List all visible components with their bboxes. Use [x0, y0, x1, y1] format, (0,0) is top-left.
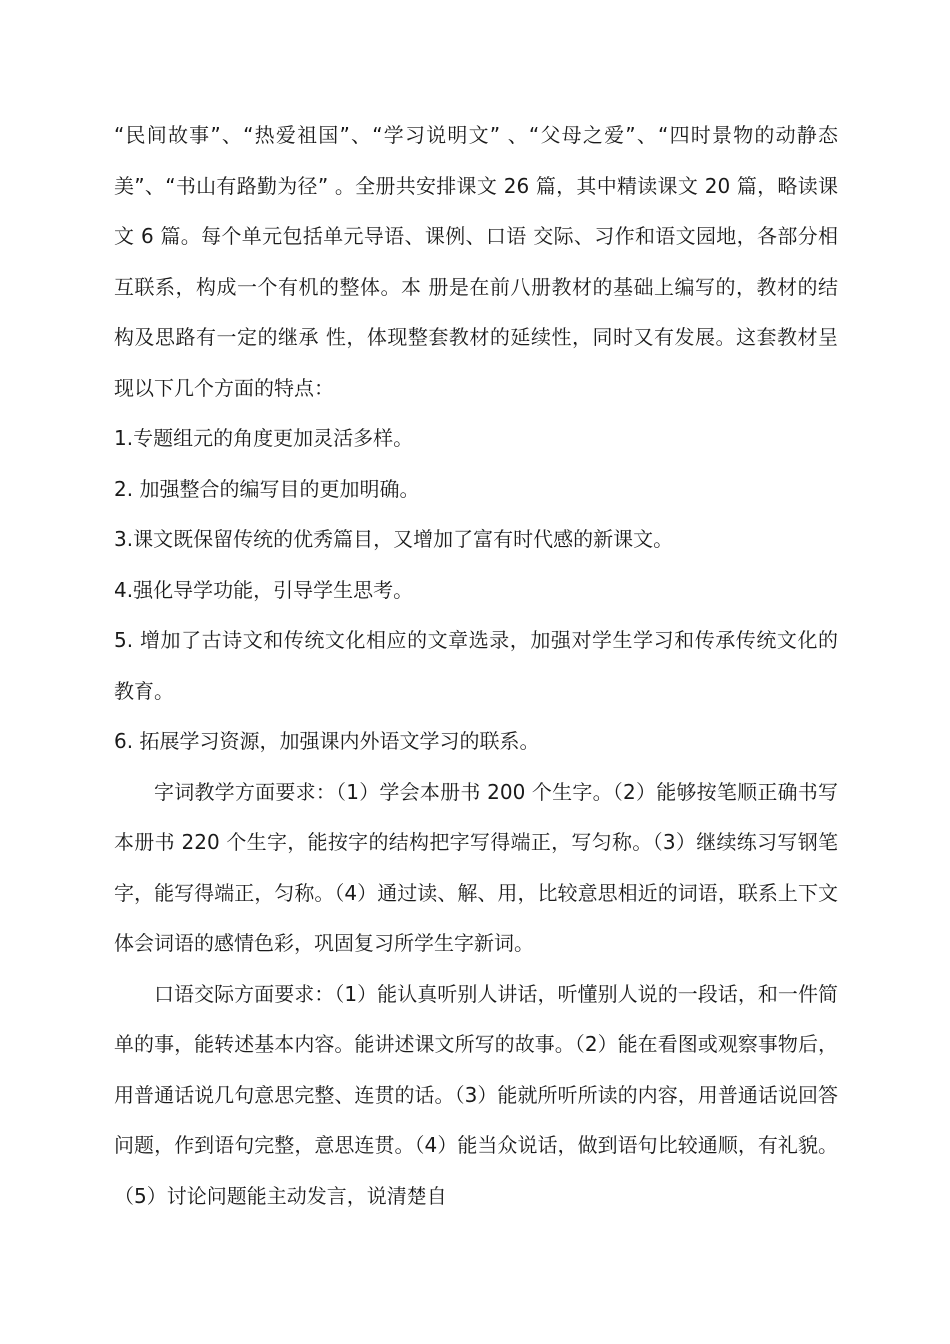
intro-paragraph: “民间故事”、“热爱祖国”、“学习说明文” 、“父母之爱”、“四时景物的动静态美”、“书山有路勤为径” 。全册共安排课文 26 篇，其中精读课文 20 篇，略读课文 6 篇。每个单元包括单元导语、课例、口语 交际、习作和语文园地，各部分相互联系，构成一个有机的整体。本 册是在前八册教材的基础上编写的，教材的结构及思路有一定的继承 性，体现整套教材的延续性，同时又有发展。这套教材呈现以下几个方面的特点：: [114, 123, 838, 400]
document-body: [114, 110, 838, 1221]
feature-item-2: 2. 加强整合的编写目的更加明确。: [114, 476, 420, 501]
feature-item-4: 4.强化导学功能，引导学生思考。: [114, 577, 414, 602]
feature-item-6: 6. 拓展学习资源，加强课内外语文学习的联系。: [114, 729, 540, 753]
feature-item-1: 1.专题组元的角度更加灵活多样。: [114, 426, 414, 450]
feature-item-5: 5. 增加了古诗文和传统文化相应的文章选录，加强对学生学习和传承传统文化的教育。: [114, 628, 838, 703]
feature-item-3: 3.课文既保留传统的优秀篇目，又增加了富有时代感的新课文。: [114, 527, 674, 551]
oral-requirements-paragraph: 口语交际方面要求：（1）能认真听别人讲话，听懂别人说的一段话，和一件简单的事，能转述基本内容。能讲述课文所写的故事。（2）能在看图或观察事物后，用普通话说几句意思完整、连贯的话。（3）能就所听所读的内容，用普通话说回答问题，作到语句完整，意思连贯。（4）能当众说话，做到语句比较通顺，有礼貌。（5）讨论问题能主动发言，说清楚自: [114, 981, 838, 1208]
vocab-requirements-paragraph: 字词教学方面要求：（1）学会本册书 200 个生字。（2）能够按笔顺正确书写本册书 220 个生字，能按字的结构把字写得端正，写匀称。（3）继续练习写钢笔字，能写得端正，匀称。（4）通过读、解、用，比较意思相近的词语，联系上下文体会词语的感情色彩，巩固复习所学生字新词。: [114, 779, 838, 955]
